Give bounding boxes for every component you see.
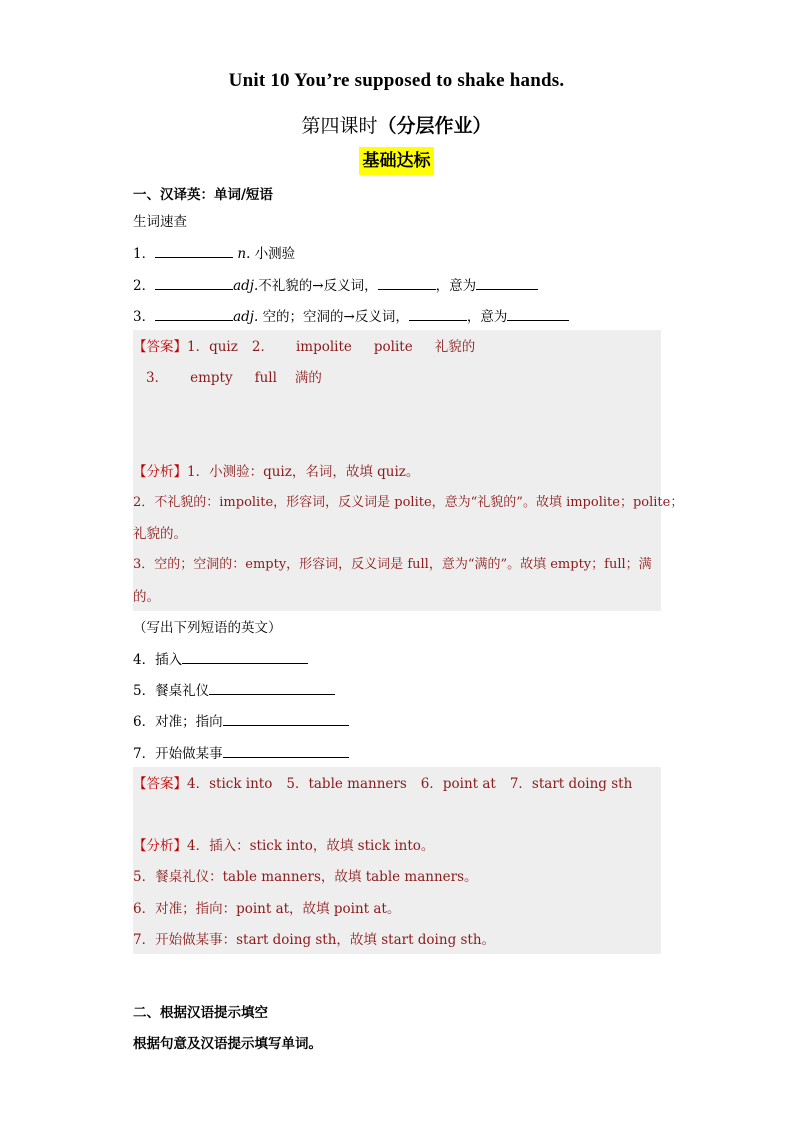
question-2: 2． adj.不礼貌的→反义词， ，意为 <box>133 276 538 295</box>
answer-blank[interactable] <box>155 276 233 290</box>
answer-blank[interactable] <box>507 307 569 321</box>
question-5: 5．餐桌礼仪 <box>133 681 335 700</box>
question-1: 1． n. 小测验 <box>133 246 296 262</box>
question-7: 7．开始做某事 <box>133 744 349 763</box>
answer-blank[interactable] <box>182 650 308 664</box>
subtitle-type: （分层作业） <box>377 115 492 137</box>
analysis-1-line-3: 礼貌的。 <box>133 526 187 542</box>
level-badge: 基础达标 <box>359 147 434 175</box>
answer-blank[interactable] <box>155 307 233 321</box>
answer-blank[interactable] <box>378 276 436 290</box>
section2-heading: 二、根据汉语提示填空 <box>133 1005 268 1021</box>
answer-blank[interactable] <box>223 712 349 726</box>
answer-1-line-1: 【答案】1．quiz 2． impolite polite 礼貌的 <box>133 339 476 355</box>
analysis-2-line-4: 7．开始做某事：start doing sth，故填 start doing sth。 <box>133 932 496 948</box>
answer-blank[interactable] <box>155 244 233 258</box>
page-subtitle <box>0 111 793 138</box>
section1-heading: 一、汉译英：单词/短语 <box>133 187 273 203</box>
answer-blank[interactable] <box>476 276 538 290</box>
page-title: Unit 10 You’re supposed to shake hands. <box>228 70 565 91</box>
answer-blank[interactable] <box>409 307 467 321</box>
subtitle-lesson: 第四课时 <box>301 115 378 137</box>
question-3: 3． adj. 空的；空洞的→反义词， ，意为 <box>133 307 569 326</box>
question-6: 6．对准；指向 <box>133 712 349 731</box>
answer-blank[interactable] <box>223 744 349 758</box>
analysis-1-line-4: 3．空的；空洞的：empty，形容词，反义词是 full，意为“满的”。故填 empty；full；满 <box>133 557 652 572</box>
phrase-instruction: （写出下列短语的英文） <box>133 620 282 636</box>
section2-instruction: 根据句意及汉语提示填写单词。 <box>133 1036 322 1052</box>
analysis-1-line-2: 2．不礼貌的：impolite，形容词，反义词是 polite，意为“礼貌的”。故填 impolite；polite； <box>133 495 684 510</box>
analysis-2-line-3: 6．对准；指向：point at，故填 point at。 <box>133 901 401 917</box>
analysis-1-line-1: 【分析】1．小测验：quiz，名词，故填 quiz。 <box>133 464 420 480</box>
analysis-2-line-2: 5．餐桌礼仪：table manners，故填 table manners。 <box>133 869 478 885</box>
analysis-2-line-1: 【分析】4．插入：stick into，故填 stick into。 <box>133 838 435 854</box>
question-4: 4．插入 <box>133 650 308 669</box>
analysis-1-line-5: 的。 <box>133 589 160 605</box>
answer-blank[interactable] <box>209 681 335 695</box>
answer-2-line: 【答案】4．stick into 5．table manners 6．point at 7．start doing sth <box>133 776 633 792</box>
answer-box-2 <box>133 767 661 954</box>
section1-subheading: 生词速查 <box>133 214 187 230</box>
answer-1-line-2: 3． empty full 满的 <box>146 370 322 386</box>
